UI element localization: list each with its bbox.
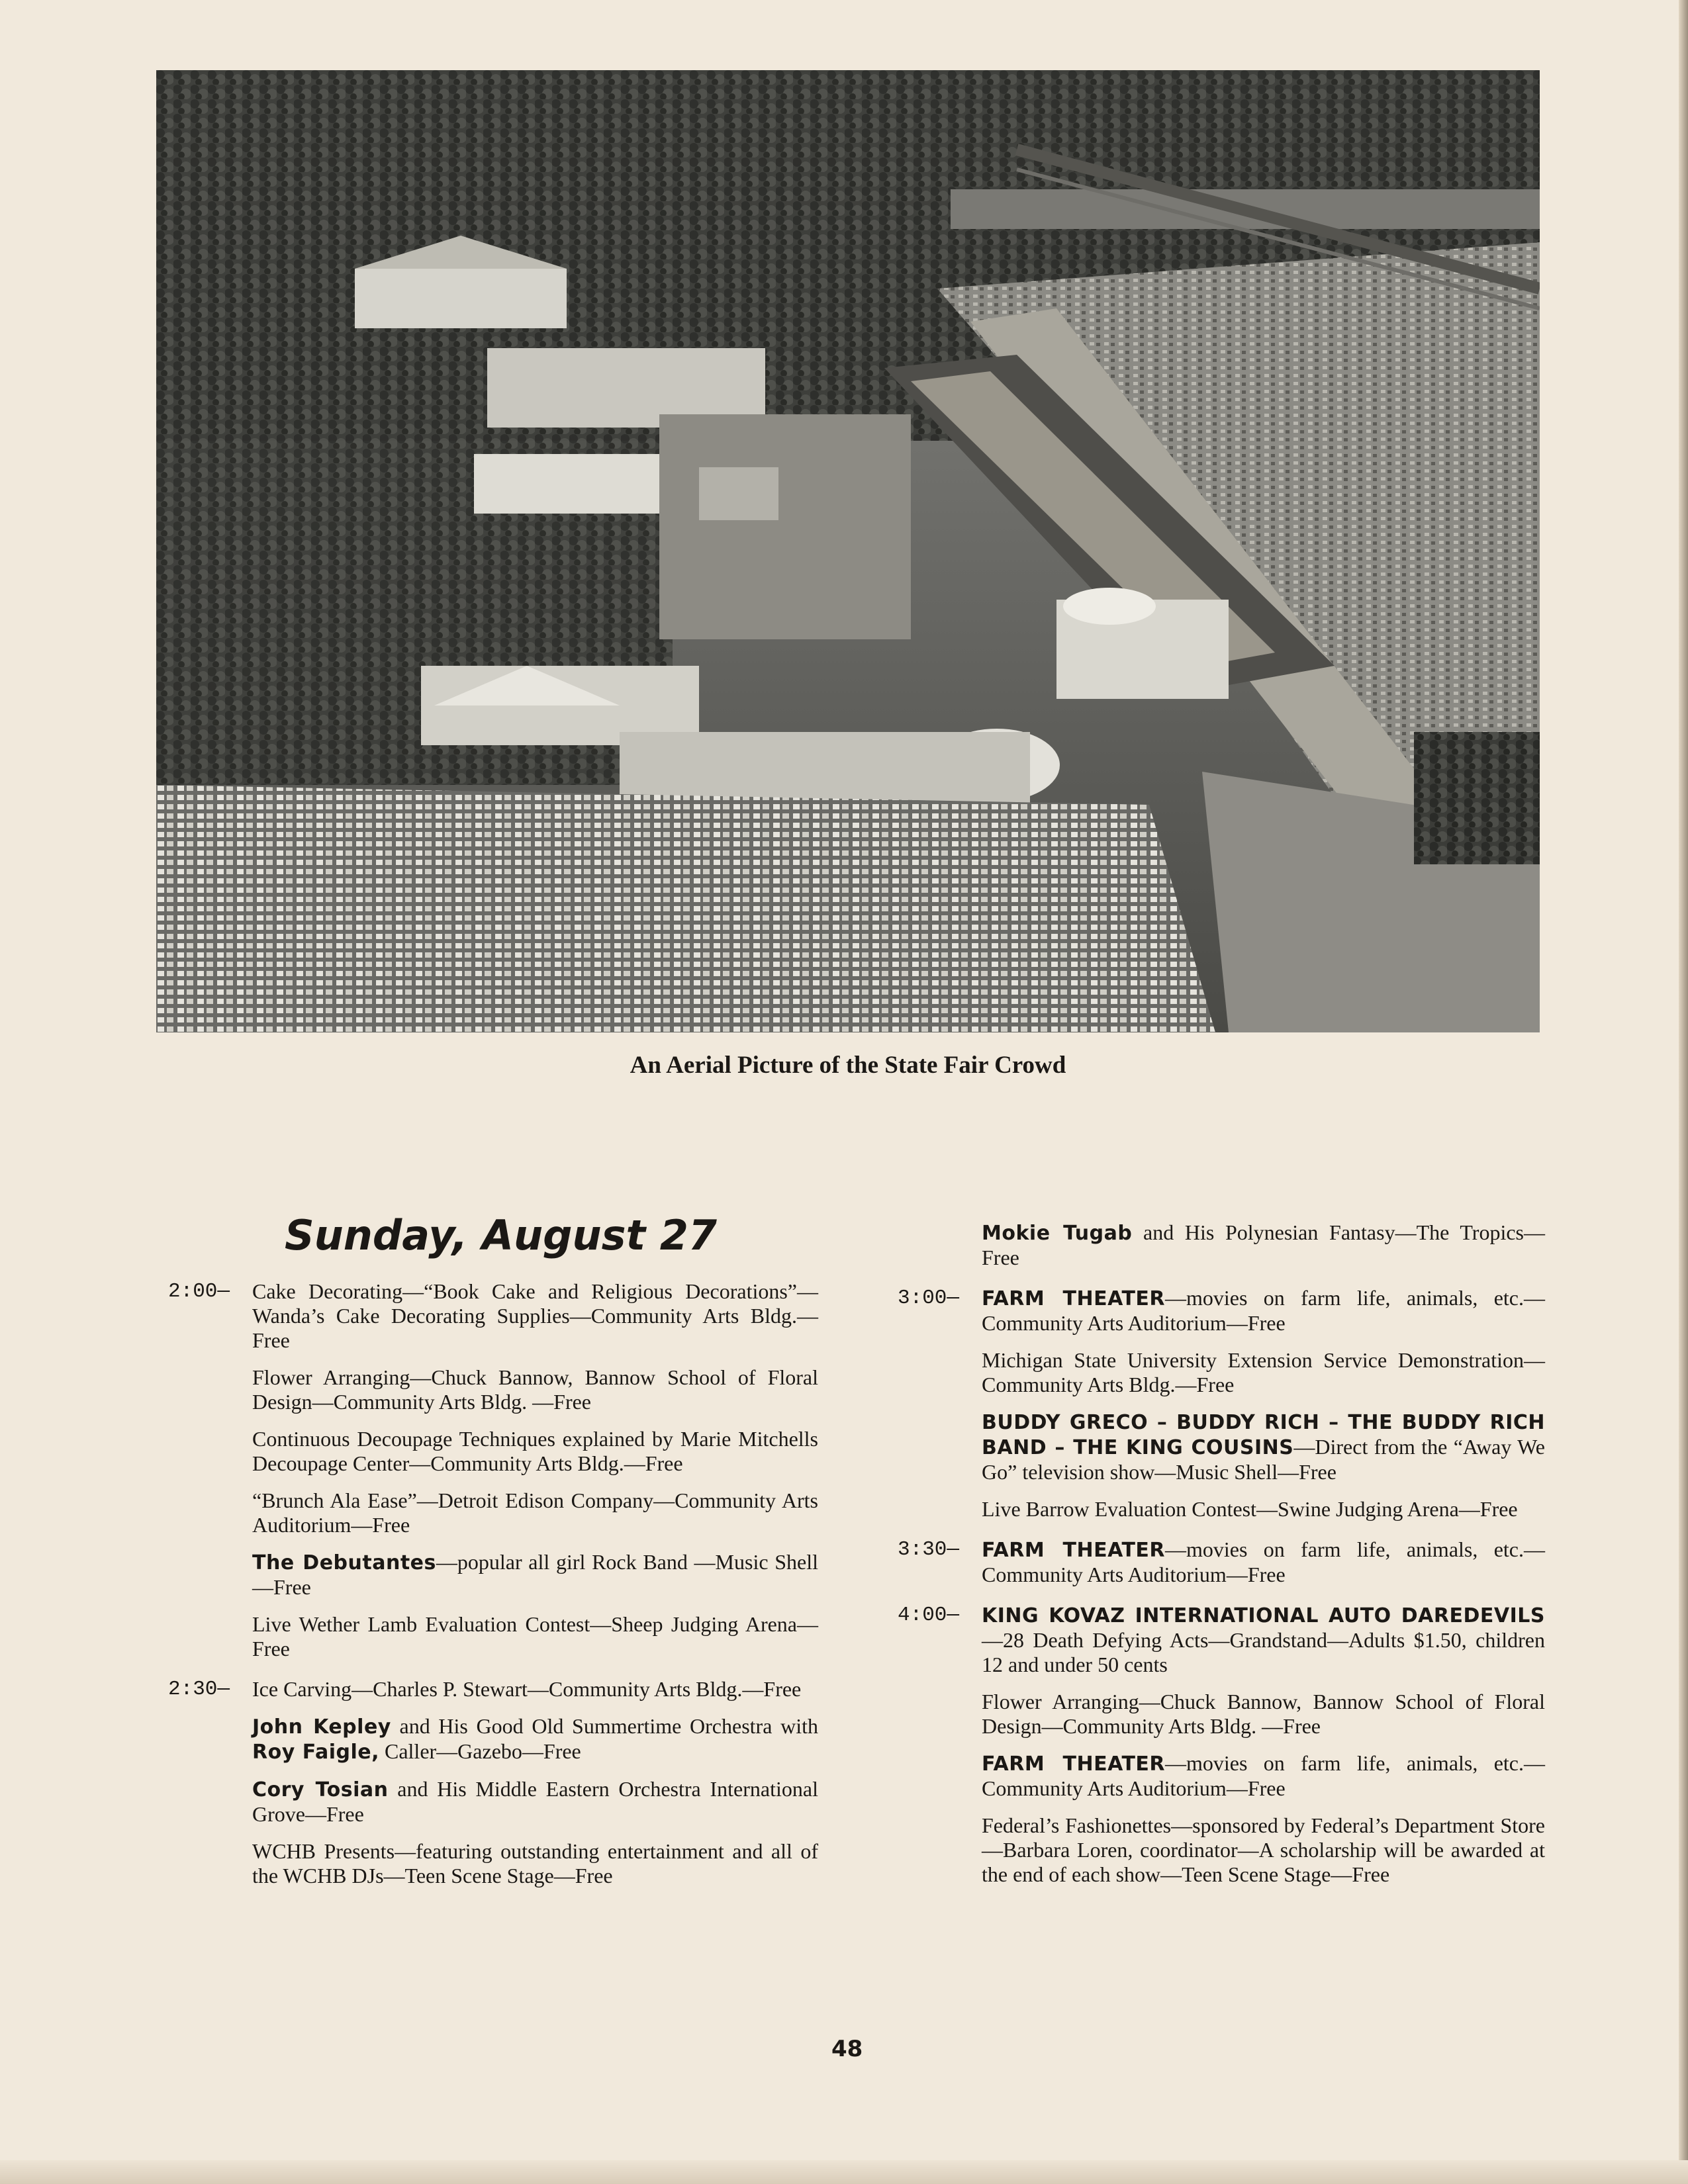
performer-name: Roy Faigle, [252,1741,379,1764]
time-slot-3-30 [886,1537,1545,1587]
schedule-entry [886,1348,1545,1397]
entry-text: Caller—Gazebo—Free [379,1739,581,1763]
schedule-entry [886,1286,1545,1336]
entry-text: “Brunch Ala Ease”—Detroit Edison Company—Community Arts Auditorium—Free [252,1488,818,1537]
performer-name: The Debutantes [252,1551,436,1574]
schedule-entry [156,1612,818,1661]
entry-text: Live Wether Lamb Evaluation Contest—Sheep Judging Arena—Free [252,1612,818,1661]
page-bottom-edge [0,2160,1688,2184]
schedule-entry [156,1714,818,1764]
schedule-entry [156,1427,818,1476]
entry-text: Flower Arranging—Chuck Bannow, Bannow School of Floral Design—Community Arts Bldg. —Free [252,1365,818,1414]
schedule-entry [886,1603,1545,1677]
performer-name: BUDDY GRECO – BUDDY RICH – THE BUDDY RICH BAND – THE KING COUSINS [982,1411,1545,1459]
performer-name: FARM THEATER [982,1287,1166,1310]
entry-text: and His Polynesian Fantasy—The Tropics—Free [982,1220,1545,1269]
time-slot-2-30 [156,1677,818,1888]
entry-text: —movies on farm life, animals, etc.—Community Arts Auditorium—Free [982,1286,1545,1335]
entry-text: Flower Arranging—Chuck Bannow, Bannow School of Floral Design—Community Arts Bldg. —Free [982,1690,1545,1738]
time-label: 3:00— [898,1287,960,1310]
entry-text: Michigan State University Extension Service Demonstration—Community Arts Bldg.—Free [982,1348,1545,1396]
aerial-photo-drawing [156,70,1540,1032]
page-edge [1679,0,1688,2184]
entry-text: Cake Decorating—“Book Cake and Religious Decorations”—Wanda’s Cake Decorating Supplies—Community Arts Bldg.—Free [252,1279,818,1352]
page-number: 48 [831,2036,863,2062]
time-label: 4:00— [898,1604,960,1627]
schedule-entry [156,1279,818,1353]
time-label: 2:30— [168,1678,230,1701]
time-slot-3-00 [886,1286,1545,1522]
time-label: 2:00— [168,1280,230,1303]
schedule-entry [156,1365,818,1414]
schedule-entry [156,1550,818,1600]
performer-name: FARM THEATER [982,1539,1166,1562]
photo-caption: An Aerial Picture of the State Fair Crowd [630,1052,1066,1079]
performer-name: KING KOVAZ INTERNATIONAL AUTO DAREDEVILS [982,1604,1545,1627]
schedule-entry [156,1777,818,1827]
entry-text: and His Good Old Summertime Orchestra with [391,1714,818,1738]
entry-text: —movies on farm life, animals, etc.—Community Arts Auditorium—Free [982,1751,1545,1800]
entry-text: —popular all girl Rock Band —Music Shell—Free [252,1550,819,1599]
performer-name: Cory Tosian [252,1778,389,1801]
schedule-column-right [886,1220,1545,1903]
performer-name: Mokie Tugab [982,1222,1133,1245]
schedule-column-left [156,1211,818,1904]
schedule-entry [886,1751,1545,1801]
entry-text: Continuous Decoupage Techniques explained by Marie Mitchells Decoupage Center—Community Arts Bldg.—Free [252,1427,818,1475]
schedule-entry [886,1537,1545,1587]
entry-text: —28 Death Defying Acts—Grandstand—Adults $1.50, children 12 and under 50 cents [982,1628,1545,1676]
schedule-entry [886,1410,1545,1484]
schedule-entry [156,1488,818,1537]
time-slot-4-00 [886,1603,1545,1887]
schedule-entry [886,1690,1545,1739]
entry-text: Ice Carving—Charles P. Stewart—Community Arts Bldg.—Free [252,1677,802,1701]
entry-text: and His Middle Eastern Orchestra International Grove—Free [252,1777,818,1826]
entry-text: —Direct from the “Away We Go” television show—Music Shell—Free [982,1435,1545,1484]
entry-text: WCHB Presents—featuring outstanding entertainment and all of the WCHB DJs—Teen Scene Stage—Free [252,1839,818,1888]
day-heading: Sunday, August 27 [285,1211,718,1259]
time-label: 3:30— [898,1538,960,1561]
schedule-entry [886,1813,1545,1887]
schedule-entry [886,1220,1545,1270]
entry-text: Federal’s Fashionettes—sponsored by Federal’s Department Store—Barbara Loren, coordinator—A scholarship will be awarded at the end of each show—Teen Scene Stage—Free [982,1813,1545,1886]
time-slot-2-30-continued [886,1220,1545,1270]
entry-text: —movies on farm life, animals, etc.—Community Arts Auditorium—Free [982,1537,1545,1586]
time-slot-2-00 [156,1279,818,1661]
performer-name: John Kepley [252,1715,391,1739]
schedule-entry [156,1839,818,1888]
entry-text: Live Barrow Evaluation Contest—Swine Judging Arena—Free [982,1497,1518,1521]
schedule-entry [156,1677,818,1702]
schedule-entry [886,1497,1545,1522]
performer-name: FARM THEATER [982,1752,1166,1776]
aerial-photo [156,70,1540,1032]
